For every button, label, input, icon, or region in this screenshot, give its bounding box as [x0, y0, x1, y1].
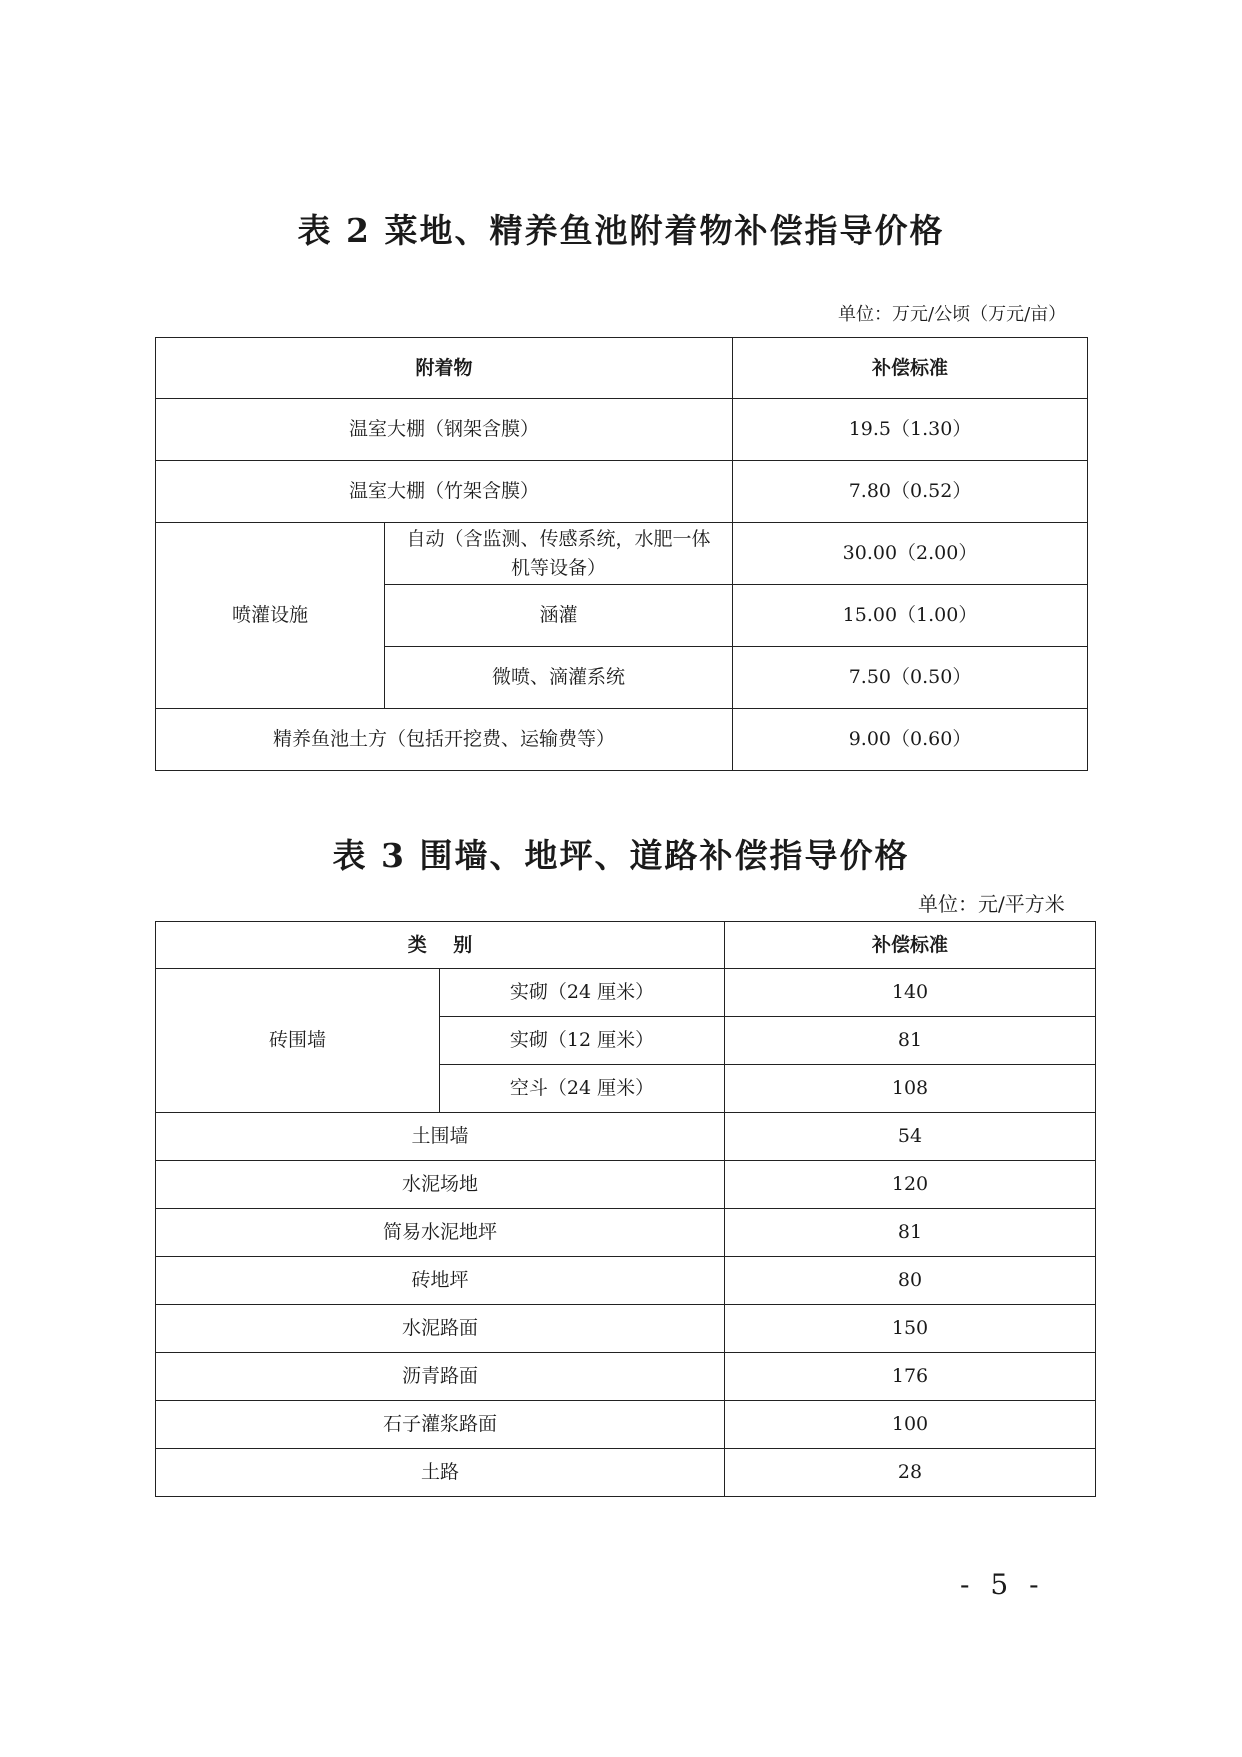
- table-row: [156, 1305, 1096, 1353]
- header-standard: 补偿标准: [725, 922, 1096, 969]
- row-label: 精养鱼池土方（包括开挖费、运输费等）: [156, 709, 733, 771]
- row-label: 砖地坪: [156, 1257, 725, 1305]
- subrow-label: 涵灌: [385, 585, 733, 647]
- row-label: 沥青路面: [156, 1353, 725, 1401]
- table-row: [156, 1401, 1096, 1449]
- table3-title: 表 3 围墙、地坪、道路补偿指导价格: [332, 836, 910, 875]
- row-value: 120: [725, 1161, 1096, 1209]
- header-item: 附着物: [156, 338, 733, 399]
- table-row: [156, 1209, 1096, 1257]
- table2: [155, 337, 1088, 771]
- row-label: 温室大棚（竹架含膜）: [156, 461, 733, 523]
- row-value: 80: [725, 1257, 1096, 1305]
- table3: [155, 921, 1096, 1497]
- row-value: 81: [725, 1209, 1096, 1257]
- table2-header-row: [156, 338, 1088, 399]
- table2-title: 表 2 菜地、精养鱼池附着物补偿指导价格: [297, 211, 945, 250]
- row-label: 土路: [156, 1449, 725, 1497]
- row-value: 140: [725, 969, 1096, 1017]
- row-label: 石子灌浆路面: [156, 1401, 725, 1449]
- table3-unit: 单位：元/平方米: [918, 892, 1065, 916]
- subrow-label: 实砌（24 厘米）: [440, 969, 725, 1017]
- row-label: 温室大棚（钢架含膜）: [156, 399, 733, 461]
- row-value: 150: [725, 1305, 1096, 1353]
- subrow-label: 微喷、滴灌系统: [385, 647, 733, 709]
- group-label: 喷灌设施: [156, 523, 385, 709]
- table-row: [156, 1161, 1096, 1209]
- row-label: 水泥路面: [156, 1305, 725, 1353]
- row-label: 土围墙: [156, 1113, 725, 1161]
- table-row: [156, 523, 1088, 585]
- row-value: 176: [725, 1353, 1096, 1401]
- table-row: [156, 1449, 1096, 1497]
- table-row: [156, 399, 1088, 461]
- group-label: 砖围墙: [156, 969, 440, 1113]
- row-value: 100: [725, 1401, 1096, 1449]
- subrow-label: 自动（含监测、传感系统，水肥一体机等设备）: [385, 523, 733, 585]
- table2-unit: 单位：万元/公顷（万元/亩）: [838, 304, 1067, 325]
- row-value: 9.00（0.60）: [733, 709, 1088, 771]
- row-value: 30.00（2.00）: [733, 523, 1088, 585]
- table-row: [156, 1257, 1096, 1305]
- row-label: 水泥场地: [156, 1161, 725, 1209]
- row-value: 15.00（1.00）: [733, 585, 1088, 647]
- row-value: 81: [725, 1017, 1096, 1065]
- table-row: [156, 1353, 1096, 1401]
- page-number: - 5 -: [960, 1568, 1045, 1601]
- row-value: 28: [725, 1449, 1096, 1497]
- table-row: [156, 709, 1088, 771]
- row-label: 简易水泥地坪: [156, 1209, 725, 1257]
- row-value: 108: [725, 1065, 1096, 1113]
- table3-header-row: [156, 922, 1096, 969]
- row-value: 54: [725, 1113, 1096, 1161]
- row-value: 19.5（1.30）: [733, 399, 1088, 461]
- table-row: [156, 461, 1088, 523]
- header-category: 类 别: [156, 922, 725, 969]
- table-row: [156, 1113, 1096, 1161]
- row-value: 7.80（0.52）: [733, 461, 1088, 523]
- subrow-label: 空斗（24 厘米）: [440, 1065, 725, 1113]
- header-standard: 补偿标准: [733, 338, 1088, 399]
- table-row: [156, 969, 1096, 1017]
- row-value: 7.50（0.50）: [733, 647, 1088, 709]
- subrow-label: 实砌（12 厘米）: [440, 1017, 725, 1065]
